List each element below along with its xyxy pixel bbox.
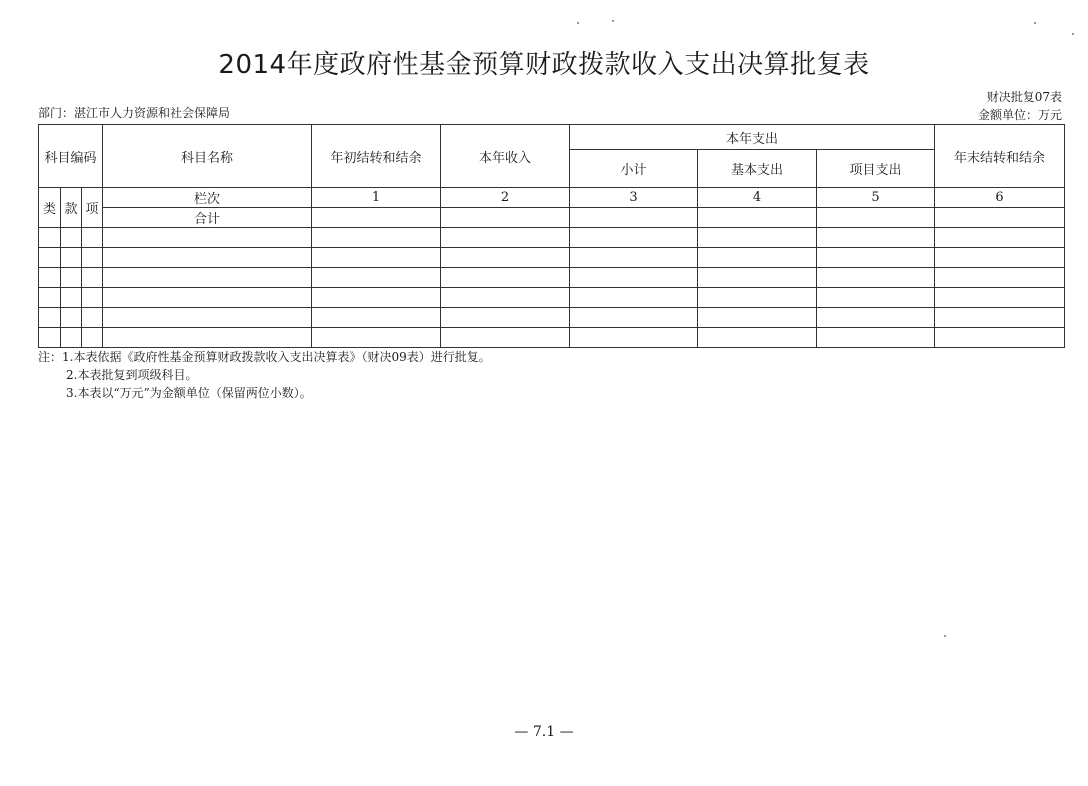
form-number: 财决批复07表 — [986, 90, 1062, 104]
column-number: 6 — [935, 188, 1065, 208]
table-cell — [935, 208, 1065, 228]
scan-speck — [1072, 33, 1074, 35]
table-row — [39, 328, 1065, 348]
notes — [38, 348, 491, 402]
total-label: 合计 — [103, 208, 312, 228]
scan-speck — [612, 20, 614, 22]
table-row — [39, 288, 1065, 308]
table-cell — [817, 208, 935, 228]
code-section: 款 — [61, 188, 82, 228]
budget-table — [38, 124, 1065, 348]
column-number: 4 — [698, 188, 817, 208]
code-item: 项 — [82, 188, 103, 228]
header-opening-balance: 年初结转和结余 — [312, 125, 441, 188]
header-subject-code: 科目编码 — [39, 125, 103, 188]
note-line: 2.本表批复到项级科目。 — [66, 368, 198, 382]
column-number: 5 — [817, 188, 935, 208]
header-basic-expense: 基本支出 — [698, 150, 817, 188]
code-class: 类 — [39, 188, 61, 228]
header-subtotal: 小计 — [570, 150, 698, 188]
scan-speck — [1034, 22, 1036, 24]
table-cell — [312, 208, 441, 228]
scan-speck — [577, 22, 579, 24]
column-order-label: 栏次 — [103, 188, 312, 208]
page-title: 2014年度政府性基金预算财政拨款收入支出决算批复表 — [218, 50, 870, 80]
table-cell — [441, 208, 570, 228]
note-line: 注：1.本表依据《政府性基金预算财政拨款收入支出决算表》（财决09表）进行批复。 — [38, 350, 491, 364]
scan-speck — [944, 635, 946, 637]
table-row — [39, 248, 1065, 268]
table-row — [39, 268, 1065, 288]
table-cell — [570, 208, 698, 228]
column-number: 1 — [312, 188, 441, 208]
header-closing-balance: 年末结转和结余 — [935, 125, 1065, 188]
header-current-expense: 本年支出 — [570, 125, 935, 150]
column-number: 2 — [441, 188, 570, 208]
header-project-expense: 项目支出 — [817, 150, 935, 188]
header-subject-name: 科目名称 — [103, 125, 312, 188]
department-label: 部门：湛江市人力资源和社会保障局 — [38, 106, 231, 120]
table-row — [39, 228, 1065, 248]
amount-unit: 金额单位：万元 — [977, 108, 1062, 122]
table-row — [39, 308, 1065, 328]
column-number: 3 — [570, 188, 698, 208]
note-line: 3.本表以“万元”为金额单位（保留两位小数）。 — [66, 386, 312, 400]
page-number: — 7.1 — — [514, 724, 574, 740]
table-cell — [698, 208, 817, 228]
header-current-income: 本年收入 — [441, 125, 570, 188]
